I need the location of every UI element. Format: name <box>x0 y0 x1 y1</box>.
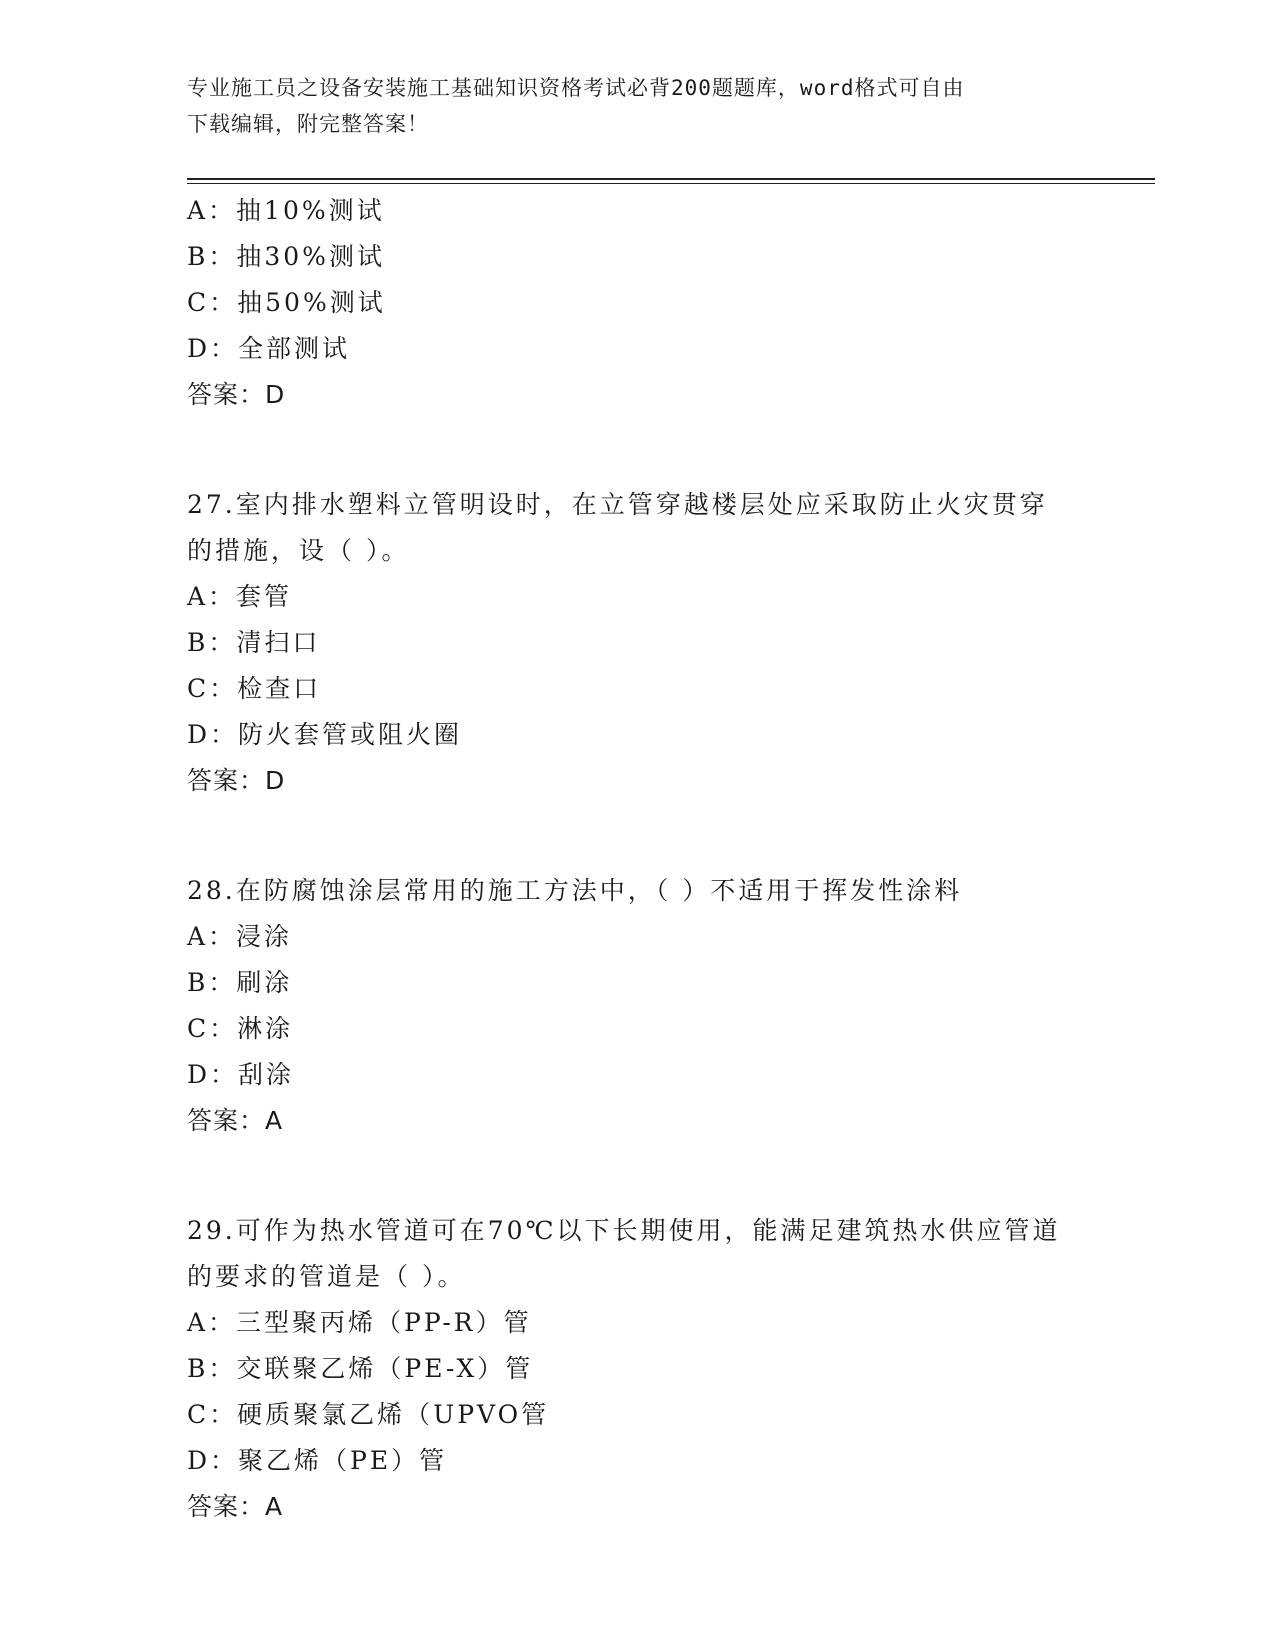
question-stem: 27.室内排水塑料立管明设时，在立管穿越楼层处应采取防止火灾贯穿 <box>187 490 1048 519</box>
question-stem-cont: 的措施，设（ ）。 <box>187 536 410 565</box>
question-27 <box>187 482 1087 804</box>
document-header <box>187 70 1087 142</box>
header-rule-thick <box>187 178 1155 180</box>
option-b: B：抽30%测试 <box>187 242 385 271</box>
question-29 <box>187 1208 1087 1530</box>
option-d: D：防火套管或阻火圈 <box>187 720 463 749</box>
header-line-2: 下载编辑，附完整答案！ <box>187 112 429 136</box>
option-c: C：硬质聚氯乙烯（UPVO管 <box>187 1400 550 1429</box>
question-stem: 29.可作为热水管道可在70℃以下长期使用，能满足建筑热水供应管道 <box>187 1216 1061 1245</box>
option-a: A：抽10%测试 <box>187 196 385 225</box>
option-c: C：淋涂 <box>187 1014 294 1043</box>
option-a: A：浸涂 <box>187 922 293 951</box>
question-stem-cont: 的要求的管道是（ ）。 <box>187 1262 466 1291</box>
option-d: D：全部测试 <box>187 334 351 363</box>
header-rule-thin <box>187 183 1155 184</box>
option-a: A：套管 <box>187 582 293 611</box>
option-d: D：刮涂 <box>187 1060 295 1089</box>
answer: 答案：A <box>187 1492 284 1521</box>
question-stem: 28.在防腐蚀涂层常用的施工方法中，（ ）不适用于挥发性涂料 <box>187 876 963 905</box>
answer: 答案：D <box>187 766 286 795</box>
option-b: B：交联聚乙烯（PE-X）管 <box>187 1354 534 1383</box>
option-b: B：刷涂 <box>187 968 293 997</box>
option-a: A：三型聚丙烯（PP-R）管 <box>187 1308 532 1337</box>
option-c: C：检查口 <box>187 674 322 703</box>
question-list <box>187 188 1087 1530</box>
option-d: D：聚乙烯（PE）管 <box>187 1446 448 1475</box>
answer: 答案：A <box>187 1106 284 1135</box>
option-c: C：抽50%测试 <box>187 288 386 317</box>
question-26-tail <box>187 188 1087 418</box>
option-b: B：清扫口 <box>187 628 321 657</box>
question-28 <box>187 868 1087 1144</box>
header-line-1: 专业施工员之设备安装施工基础知识资格考试必背200题题库，word格式可自由 <box>187 76 965 100</box>
answer: 答案：D <box>187 380 286 409</box>
